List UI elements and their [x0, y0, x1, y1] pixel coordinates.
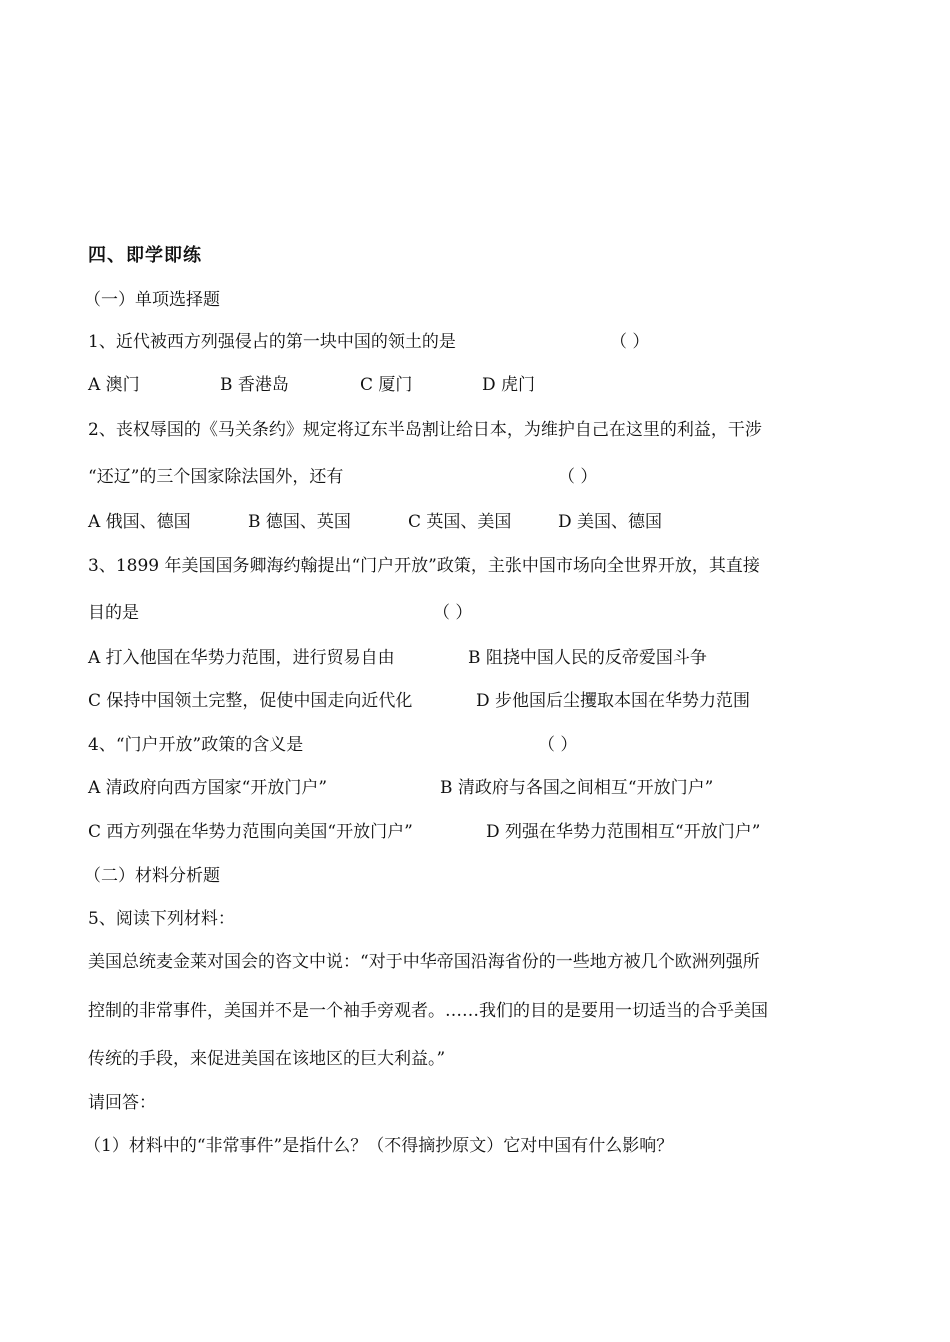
material-line-2: 控制的非常事件，美国并不是一个袖手旁观者。……我们的目的是要用一切适当的合乎美国	[88, 1001, 768, 1021]
question-3-line-1: 3、1899 年美国国务卿海约翰提出“门户开放”政策，主张中国市场向全世界开放，其直接	[88, 556, 760, 576]
option-a: A 清政府向西方国家“开放门户”	[88, 778, 328, 798]
question-4-line-1	[88, 733, 868, 757]
question-3-line-2	[88, 601, 868, 625]
material-line-1: 美国总统麦金莱对国会的咨文中说：“对于中华帝国沿海省份的一些地方被几个欧洲列强所	[88, 952, 760, 972]
section-title: 四、即学即练	[88, 245, 202, 266]
question-2-text: “还辽”的三个国家除法国外，还有	[88, 467, 344, 487]
option-d: D 步他国后尘攫取本国在华势力范围	[476, 691, 751, 711]
option-b: B 阻挠中国人民的反帝爱国斗争	[468, 648, 707, 668]
question-1-line-1	[88, 330, 868, 354]
option-a: A 打入他国在华势力范围，进行贸易自由	[88, 648, 395, 668]
option-c: C 厦门	[360, 375, 413, 395]
option-c: C 保持中国领土完整，促使中国走向近代化	[88, 691, 413, 711]
answer-prompt: 请回答：	[88, 1093, 156, 1113]
document-page	[84, 0, 868, 1342]
question-3-answer-paren: （ ）	[433, 603, 473, 623]
option-a: A 俄国、德国	[88, 512, 191, 532]
option-d: D 列强在华势力范围相互“开放门户”	[486, 822, 761, 842]
question-2-answer-paren: （ ）	[558, 467, 598, 487]
question-4-answer-paren: （ ）	[538, 735, 578, 755]
option-b: B 德国、英国	[248, 512, 351, 532]
question-1-text: 1、近代被西方列强侵占的第一块中国的领土的是	[88, 332, 456, 352]
material-line-3: 传统的手段，来促进美国在该地区的巨大利益。”	[88, 1049, 446, 1069]
sub-question-1: （1）材料中的“非常事件”是指什么？（不得摘抄原文）它对中国有什么影响？	[84, 1136, 674, 1156]
option-a: A 澳门	[88, 375, 140, 395]
part1-title: （一）单项选择题	[84, 290, 220, 310]
question-3-text: 目的是	[88, 603, 139, 623]
option-c: C 英国、美国	[408, 512, 512, 532]
option-c: C 西方列强在华势力范围向美国“开放门户”	[88, 822, 413, 842]
question-1-answer-paren: （ ）	[610, 332, 650, 352]
question-4-text: 4、“门户开放”政策的含义是	[88, 735, 304, 755]
option-d: D 美国、德国	[558, 512, 663, 532]
part2-title: （二）材料分析题	[84, 866, 220, 886]
question-2-line-1: 2、丧权辱国的《马关条约》规定将辽东半岛割让给日本，为维护自己在这里的利益，干涉	[88, 420, 762, 440]
question-5-label: 5、阅读下列材料：	[88, 909, 235, 929]
question-2-line-2	[88, 465, 868, 489]
option-b: B 清政府与各国之间相互“开放门户”	[440, 778, 714, 798]
option-d: D 虎门	[482, 375, 536, 395]
option-b: B 香港岛	[220, 375, 289, 395]
